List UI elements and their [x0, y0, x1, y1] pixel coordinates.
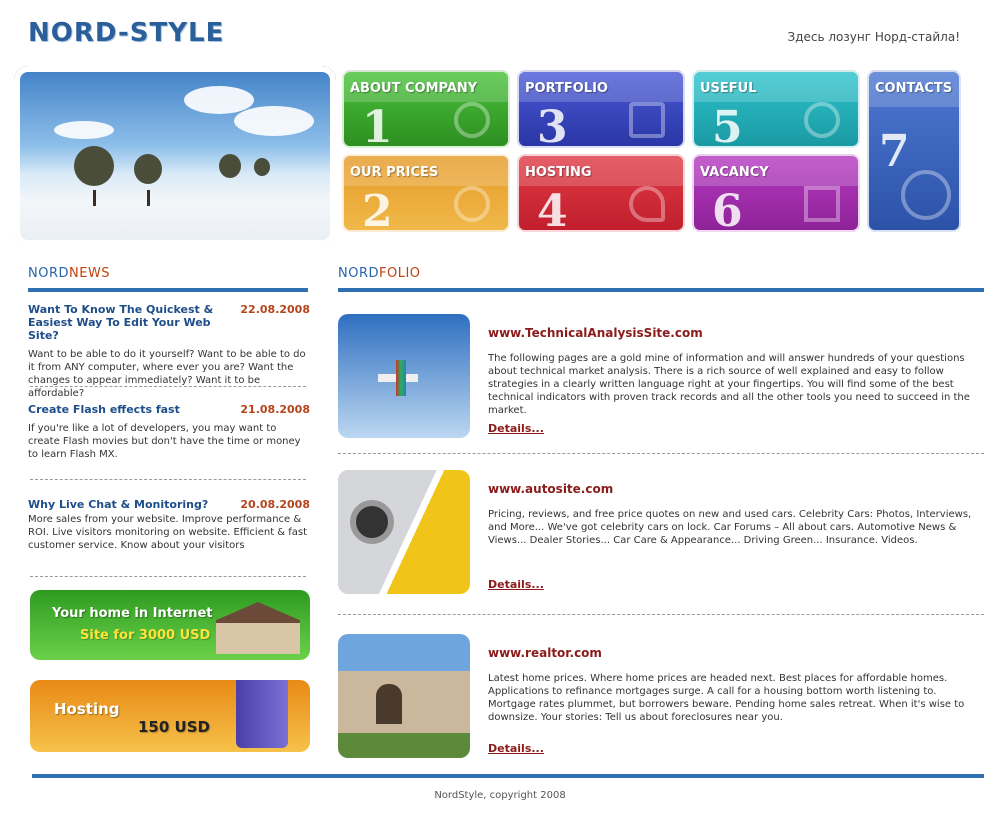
promo-line1: Your home in Internet	[52, 606, 213, 621]
site-logo[interactable]: NORD-STYLE	[28, 18, 225, 48]
folio-separator	[338, 614, 984, 615]
copyright-text: NordStyle, copyright 2008	[434, 790, 566, 801]
menu-number: 4	[537, 186, 568, 232]
news-date: 22.08.2008	[240, 303, 310, 316]
site-slogan: Здесь лозунг Норд-стайла!	[787, 30, 960, 44]
menu-label: OUR PRICES	[350, 165, 439, 180]
flame-decor-icon	[629, 186, 665, 222]
menu-label: ABOUT COMPANY	[350, 81, 478, 96]
news-date: 20.08.2008	[240, 498, 310, 511]
menu-label: PORTFOLIO	[525, 81, 608, 96]
menu-label: HOSTING	[525, 165, 592, 180]
folio-description: The following pages are a gold mine of information and will answer hundreds of your questions about technical market analysis. There is a rich source of well explained and easy to follow strategies in a clearly written language right at your fingertips. You will find some of the best technical indicators with proven track records and all the other tools you need to succeed in the market.	[488, 353, 970, 416]
menu-tile-about-company[interactable]	[342, 70, 510, 148]
folio-image-technical	[338, 314, 470, 438]
menu-tile-our-prices[interactable]	[342, 154, 510, 232]
news-date: 21.08.2008	[240, 403, 310, 416]
circle-decor-icon	[454, 102, 490, 138]
menu-tile-hosting[interactable]	[517, 154, 685, 232]
folio-site-link[interactable]: www.TechnicalAnalysisSite.com	[488, 326, 703, 340]
triangle-decor-icon	[804, 186, 840, 222]
menu-tile-vacancy[interactable]	[692, 154, 860, 232]
folio-divider	[338, 288, 984, 292]
folio-image-realtor	[338, 634, 470, 758]
folio-description: Latest home prices. Where home prices are headed next. Best places for affordable homes. Applications to refinance mortgages surge. A call for a housing bottom worth listening to. Mortgage rates plummet, but borrowers beware. Pending home sales retreat. When it's wise to downsize. Your stories: Tell us about foreclosures near you.	[488, 673, 965, 723]
menu-tile-contacts[interactable]	[867, 70, 961, 232]
menu-number: 6	[712, 186, 743, 232]
folio-section-title: NORDFOLIO	[338, 266, 421, 281]
promo-banner-hosting[interactable]	[30, 680, 310, 752]
promo-banner-site[interactable]	[30, 590, 310, 660]
menu-number: 7	[879, 126, 910, 177]
promo-line1: Hosting	[54, 700, 120, 718]
hero-winter-image	[14, 66, 336, 246]
details-link[interactable]: Details...	[488, 422, 544, 435]
folio-description: Pricing, reviews, and free price quotes on new and used cars. Celebrity Cars: Photos, Interviews, and More... We've got celebrity cars on lock. Car Forums – All about cars. Automotive News & Views... Dealer Stories... Car Care & Appearance... Driving Green... Insurance. Videos.	[488, 509, 972, 546]
menu-tile-portfolio[interactable]	[517, 70, 685, 148]
news-title-link[interactable]: Want To Know The Quickest & Easiest Way To Edit Your Web Site?	[28, 303, 214, 342]
folio-item	[338, 634, 982, 764]
details-link[interactable]: Details...	[488, 742, 544, 755]
news-section-title: NORDNEWS	[28, 266, 111, 281]
folio-site-link[interactable]: www.realtor.com	[488, 646, 602, 660]
news-title-link[interactable]: Create Flash effects fast	[28, 403, 180, 416]
sun-decor-icon	[454, 186, 490, 222]
menu-number: 3	[537, 102, 568, 148]
news-text: If you're like a lot of developers, you may want to create Flash movies but don't have the time or money to learn Flash MX.	[28, 423, 301, 460]
news-text: More sales from your website. Improve performance & ROI. Live visitors monitoring on website. Efficient & fast customer service. Know about your visitors	[28, 514, 308, 551]
footer-divider	[32, 774, 984, 778]
folio-item	[338, 470, 982, 600]
server-icon	[236, 680, 288, 748]
news-item	[28, 403, 310, 461]
news-item	[28, 498, 310, 552]
menu-number: 2	[362, 186, 393, 232]
promo-line2: 150 USD	[138, 718, 210, 736]
promo-line2: Site for 3000 USD	[80, 628, 211, 643]
news-separator	[30, 576, 306, 577]
menu-number: 1	[362, 102, 393, 148]
menu-label: USEFUL	[700, 81, 757, 96]
news-title-link[interactable]: Why Live Chat & Monitoring?	[28, 498, 209, 511]
menu-label: VACANCY	[700, 165, 769, 180]
menu-tile-useful[interactable]	[692, 70, 860, 148]
news-separator	[30, 386, 306, 387]
menu-number: 5	[712, 102, 743, 148]
circle-decor-icon	[901, 170, 951, 220]
folio-image-auto	[338, 470, 470, 594]
leaf-decor-icon	[804, 102, 840, 138]
news-divider	[28, 288, 308, 292]
house-icon	[216, 602, 300, 654]
details-link[interactable]: Details...	[488, 578, 544, 591]
news-text: Want to be able to do it yourself? Want to be able to do it from ANY computer, where ever you are? Want the changes to appear immediately? Want it to be affordable?	[28, 349, 306, 399]
folio-item	[338, 314, 982, 444]
folio-site-link[interactable]: www.autosite.com	[488, 482, 614, 496]
wave-decor-icon	[629, 102, 665, 138]
news-separator	[30, 479, 306, 480]
menu-label: CONTACTS	[875, 81, 953, 96]
folio-separator	[338, 453, 984, 454]
